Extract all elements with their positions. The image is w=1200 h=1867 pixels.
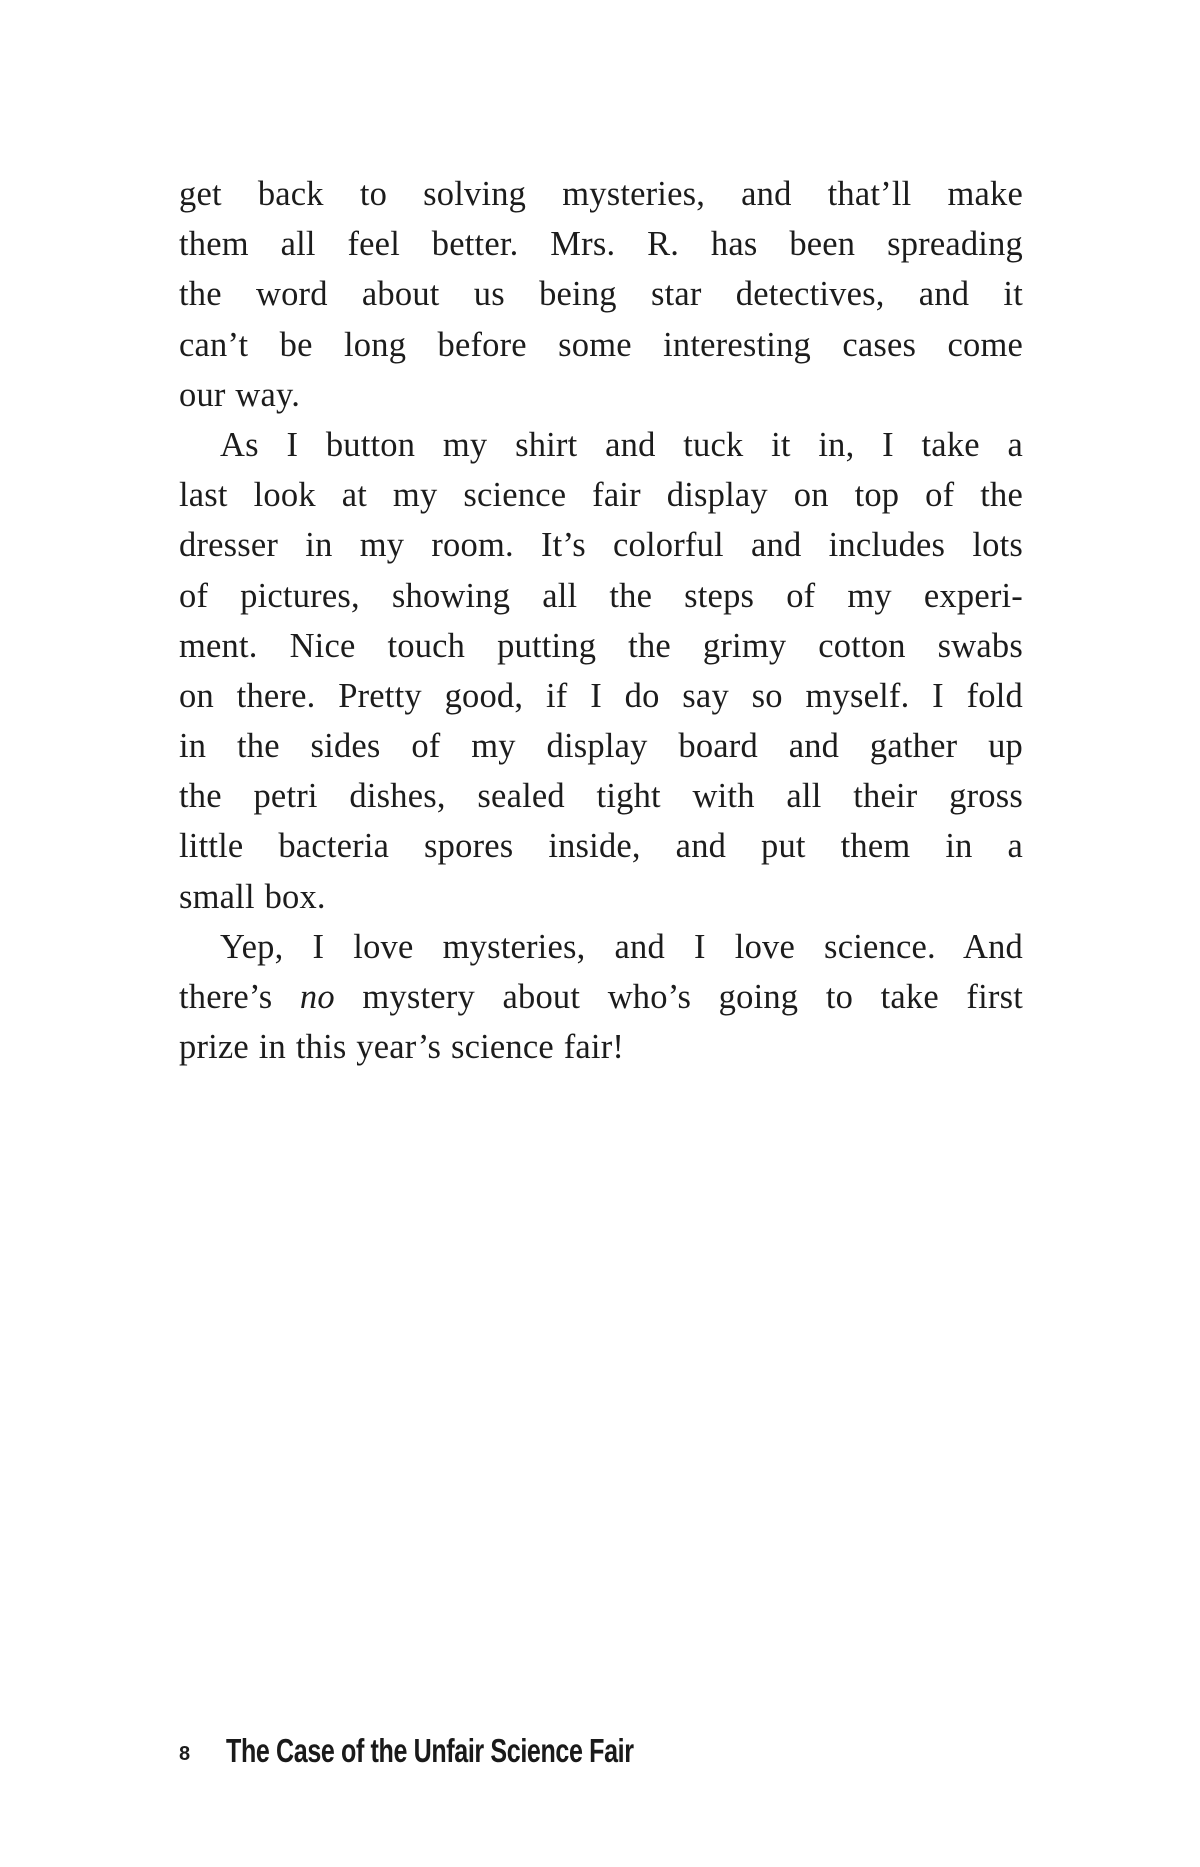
text-line: last look at my science fair display on top of the: [179, 476, 1023, 515]
text-line: Yep, I love mysteries, and I love science. And: [220, 927, 1023, 966]
text-line: them all feel better. Mrs. R. has been spreading: [179, 225, 1023, 264]
text-line: As I button my shirt and tuck it in, I take a: [220, 425, 1023, 464]
text-line: the petri dishes, sealed tight with all their gross: [179, 777, 1023, 816]
paragraph-2: [179, 420, 1023, 922]
text-line: in the sides of my display board and gather up: [179, 727, 1023, 766]
text-run: mystery about who’s going to take first: [334, 978, 1023, 1016]
emphasized-word: no: [299, 978, 335, 1016]
page-footer: [179, 1728, 762, 1768]
text-line: [179, 972, 1023, 1022]
book-title: The Case of the Unfair Science Fair: [226, 1732, 634, 1769]
text-line: ment. Nice touch putting the grimy cotton swabs: [179, 626, 1023, 665]
text-line: on there. Pretty good, if I do say so myself. I fold: [179, 676, 1023, 715]
text-line: our way.: [179, 375, 301, 414]
body-text: [179, 169, 1023, 1072]
paragraph-1: [179, 169, 1023, 420]
text-line: of pictures, showing all the steps of my experi-: [179, 576, 1023, 615]
paragraph-3: [179, 922, 1023, 1073]
text-line: little bacteria spores inside, and put them in a: [179, 827, 1023, 866]
text-line: get back to solving mysteries, and that’ll make: [179, 175, 1023, 213]
text-line: can’t be long before some interesting cases come: [179, 325, 1023, 364]
page-number: 8: [179, 1743, 191, 1765]
text-run: there’s: [179, 978, 300, 1016]
text-line: dresser in my room. It’s colorful and includes lots: [179, 526, 1023, 565]
text-line: the word about us being star detectives, and it: [179, 275, 1023, 314]
text-line: small box.: [179, 877, 326, 916]
text-line: prize in this year’s science fair!: [179, 1028, 625, 1067]
